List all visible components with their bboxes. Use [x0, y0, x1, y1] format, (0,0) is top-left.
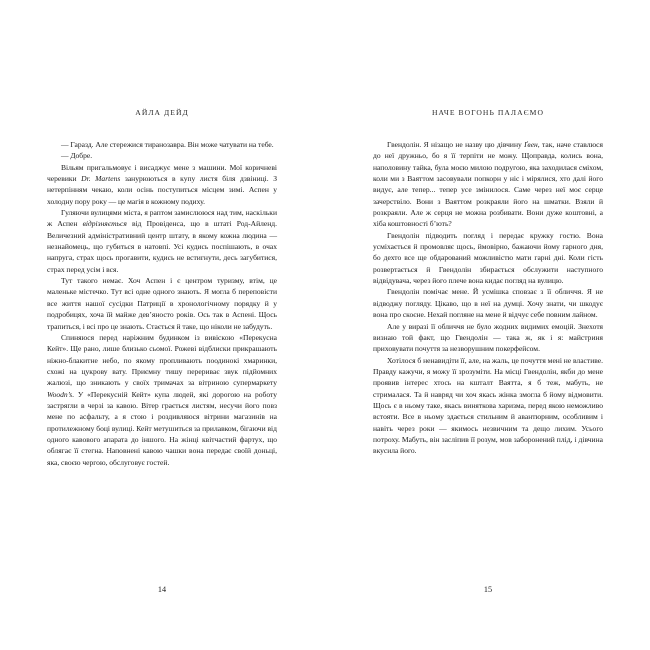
paragraph: — Гаразд. Але стережися тиранозавра. Він може чатувати на тебе. [61, 140, 274, 149]
left-page-number: 14 [157, 585, 167, 594]
left-running-head: АЙЛА ДЕЙД [135, 108, 189, 117]
right-page-number: 15 [483, 585, 493, 594]
right-page [325, 0, 650, 650]
emphasis: Ґвен [524, 140, 538, 149]
paragraph: Тут такого немає. Хоч Аспен і є центром туризму, втім, це маленьке містечко. Тут всі одне одного знають. Я могла б переповісти все життя нашої сусідки Патриції в хронологічному порядку й у подробицях, хоча їй майже дев’яносто років. Ось так в Аспені. Щось трапиться, і всі про це знають. Стається й таке, що ніколи не забудуть. [47, 276, 277, 331]
right-page-text-block [373, 108, 603, 650]
left-page-body [47, 139, 277, 468]
emphasis: Woodn’s [47, 389, 73, 399]
paragraph: Хотілося б ненавидіти її, але, на жаль, це почуття мені не властиве. Правду кажучи, я можу її зрозуміти. На місці Гвендолін, якби до мене проявив інтерес хтось на кшталт Ваятта, я б теж, мабуть, не стрималася. Та й навряд чи хоч якась жінка змогла б йому відмовити. Щось є в ньому таке, якась виняткова харизма, перед якою неможливо встояти. Все в ньому здається стильним й авантюрним, особливим і навіть через роки — якимось незвичним та дещо лихим. Усього потроху. Мабуть, він засліпив її розум, мов заборонений плід, і дівчина вкусила його. [373, 355, 603, 456]
paragraph: Гвендолін підводить погляд і передає кружку гостю. Вона усміхається й промовляє щось, ймовірно, бажаючи йому гарного дня, бо дехто все ще обдарований можливістю мати гарні дні. Коли гість розвертається й Гвендолін збирається обслужити наступного відвідувача, через його плече вона кидає погляд на вулицю. [373, 230, 603, 286]
right-page-body [373, 139, 603, 457]
paragraph: Гуляючи вулицями міста, я раптом замислююся над тим, наскільки ж Аспен відрізняється від Провіденса, що в штаті Род-Айленд. Величезний адміністративний центр штату, в якому кожна людина — незнайомець, що губиться в натовпі. Усі кудись поспішають, в очах напруга, страх щось прогавити, кудись не встигнути, десь загубитися, страх перед усім і вся. [47, 208, 277, 274]
paragraph: Гвендолін. Я нізащо не назву цю дівчину Ґвен, так, наче ставлюся до неї дружньо, бо я її терпіти не можу. Щоправда, колись вона, наполовину тайка, була моєю милою подругою, яка заходилася сміхом, коли ми з Ваяттом засовували попкорн у ніс і мірялися, хто далі його видує, але тепер... тепер усе змінилося. Саме через неї моє серце зачерствіло. Вони з Ваяттом розкраяли його на шматки. Взяли й розкраяли. Але ж серця не можна розбивати. Вони дуже коштовні, а хіба коштовності б’ють? [373, 140, 603, 229]
paragraph: Спиняюся перед наріжним будинком із вивіскою «Перекусна Кейт». Ще рано, лише близько сьомої. Рожеві відблиски прикрашають ніжно-блакитне небо, по якому пропливають поодинокі хмаринки, схожі на цукрову вату. Приємну тишу перериває звук підйомних жалюзі, що зникають у своїх тримачах за вітриною супермаркету Woodn’s. У «Перекусній Кейт» купа людей, які дорогою на роботу застрягли в черзі за кавою. Вітер грається листям, несучи його повз мене по асфальту, а я стою і роздивляюся вітрини магазинів на протилежному боці вулиці. Кейт метушиться за прилавком, бігаючи від одного кавового апарата до іншого. На жінці квітчастий фартух, що облягає її стегна. Наповнені кавою чашки вона передає своїй доньці, яка, своєю чергою, обслуговує гостей. [47, 332, 277, 467]
paragraph: — Добре. [61, 151, 93, 161]
emphasis: Dr. Martens [81, 174, 121, 184]
right-running-head: НАЧЕ ВОГОНЬ ПАЛАЄМО [431, 108, 545, 117]
paragraph: Вільям пригальмовує і висаджує мене з машини. Мої коричневі черевики Dr. Martens занурюються в купу листя біля дзвіниці. З нетерпінням чекаю, коли осінь поступиться місцем зимі. Аспен у холодну пору року — це магія в кожному подиху. [47, 162, 277, 206]
emphasis: відрізняється [82, 219, 127, 229]
paragraph: Гвендолін помічає мене. Й усмішка сповзає з її обличчя. Я не відводжу погляду. Цікаво, що в неї на думці. Хочу знати, чи шкодує вона про скоєне. Нехай погляне на мене й відчує себе повним лайном. [373, 287, 603, 320]
paragraph: Але у виразі її обличчя не було жодних видимих емоцій. Знехотя визнаю той факт, що Гвендолін — така ж, як і я: майстриня приховувати почуття за незворушним покерфейсом. [373, 321, 603, 354]
left-page-text-block [47, 108, 277, 650]
